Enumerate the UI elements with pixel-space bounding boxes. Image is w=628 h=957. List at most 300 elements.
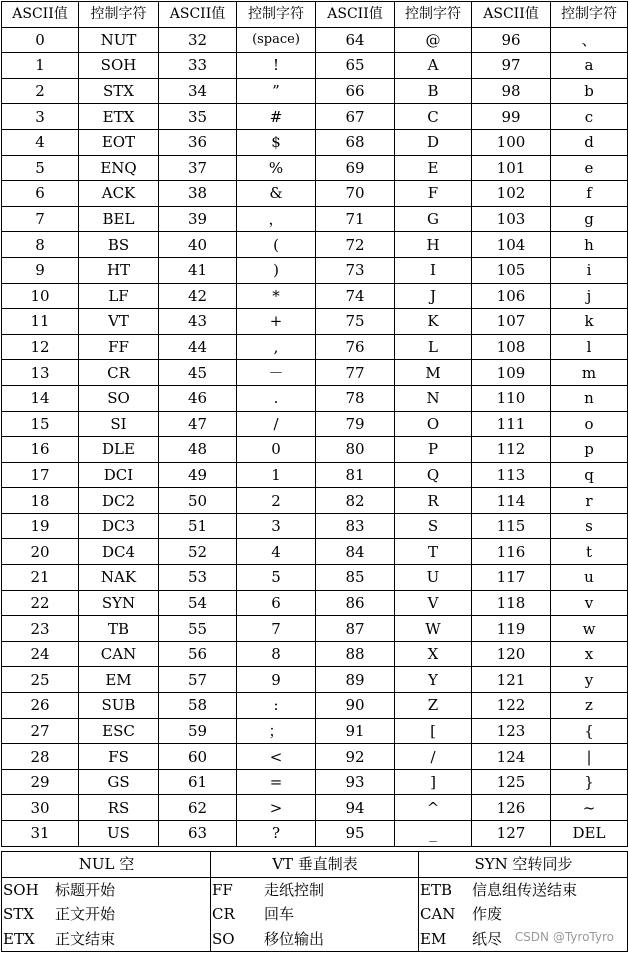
control-char-cell: p [551, 437, 628, 463]
header-cell: ASCII值 [159, 2, 237, 28]
ascii-value-cell: 108 [472, 334, 551, 360]
control-char-cell: ~ [551, 795, 628, 821]
ascii-value-cell: 40 [159, 232, 237, 258]
legend-desc: 回车 [264, 905, 295, 924]
control-char-cell: ) [237, 257, 316, 283]
ascii-value-cell: 91 [316, 718, 395, 744]
ascii-value-cell: 106 [472, 283, 551, 309]
ascii-value-cell: 70 [316, 181, 395, 207]
ascii-value-cell: 39 [159, 206, 237, 232]
control-char-cell: DC2 [79, 488, 159, 514]
ascii-value-cell: 68 [316, 129, 395, 155]
ascii-value-cell: 72 [316, 232, 395, 258]
control-char-cell: CR [79, 360, 159, 386]
legend-desc: 正文开始 [55, 905, 116, 924]
ascii-value-cell: 82 [316, 488, 395, 514]
control-char-cell: RS [79, 795, 159, 821]
ascii-value-cell: 86 [316, 590, 395, 616]
legend-head-cell: NUL 空 [2, 852, 211, 878]
legend-cell [419, 877, 628, 902]
table-row [2, 411, 628, 437]
legend-abbr: EM [420, 929, 447, 948]
table-body [2, 27, 628, 846]
table-row [2, 27, 628, 53]
ascii-value-cell: 69 [316, 155, 395, 181]
table-row [2, 309, 628, 335]
legend-abbr: CAN [420, 905, 456, 924]
ascii-value-cell: 60 [159, 744, 237, 770]
ascii-value-cell: 13 [2, 360, 79, 386]
ascii-value-cell: 90 [316, 693, 395, 719]
ascii-value-cell: 120 [472, 641, 551, 667]
ascii-value-cell: 37 [159, 155, 237, 181]
ascii-value-cell: 28 [2, 744, 79, 770]
control-char-cell: s [551, 513, 628, 539]
control-char-cell: EM [79, 667, 159, 693]
legend-head-cell: VT 垂直制表 [211, 852, 419, 878]
table-row [2, 385, 628, 411]
ascii-value-cell: 104 [472, 232, 551, 258]
ascii-value-cell: 115 [472, 513, 551, 539]
header-cell: 控制字符 [237, 2, 316, 28]
table-row [2, 78, 628, 104]
control-char-cell: O [395, 411, 472, 437]
control-char-cell: : [237, 693, 316, 719]
ascii-value-cell: 48 [159, 437, 237, 463]
control-char-cell: C [395, 104, 472, 130]
legend-cell [419, 902, 628, 927]
ascii-value-cell: 35 [159, 104, 237, 130]
ascii-value-cell: 14 [2, 385, 79, 411]
control-char-cell: / [395, 744, 472, 770]
control-char-cell: u [551, 565, 628, 591]
control-char-cell: V [395, 590, 472, 616]
control-char-cell: LF [79, 283, 159, 309]
legend-cell [2, 902, 211, 927]
control-char-cell: b [551, 78, 628, 104]
control-char-cell: 3 [237, 513, 316, 539]
legend-abbr: ETX [3, 929, 35, 948]
control-char-cell: FF [79, 334, 159, 360]
control-char-cell: z [551, 693, 628, 719]
ascii-value-cell: 58 [159, 693, 237, 719]
ascii-value-cell: 2 [2, 78, 79, 104]
table-row [2, 155, 628, 181]
ascii-value-cell: 119 [472, 616, 551, 642]
legend-desc: 作废 [472, 905, 503, 924]
control-char-cell: ENQ [79, 155, 159, 181]
ascii-value-cell: 44 [159, 334, 237, 360]
ascii-value-cell: 15 [2, 411, 79, 437]
table-row [2, 718, 628, 744]
ascii-value-cell: 36 [159, 129, 237, 155]
table-row [2, 334, 628, 360]
control-char-cell: o [551, 411, 628, 437]
control-char-cell: = [237, 769, 316, 795]
ascii-value-cell: 63 [159, 821, 237, 847]
ascii-value-cell: 118 [472, 590, 551, 616]
ascii-value-cell: 17 [2, 462, 79, 488]
control-char-cell: / [237, 411, 316, 437]
control-char-cell: ； [237, 718, 316, 744]
control-char-cell: a [551, 53, 628, 79]
ascii-value-cell: 7 [2, 206, 79, 232]
control-char-cell: M [395, 360, 472, 386]
table-row [2, 513, 628, 539]
ascii-value-cell: 112 [472, 437, 551, 463]
ascii-value-cell: 3 [2, 104, 79, 130]
legend-cell [2, 927, 211, 952]
ascii-value-cell: 75 [316, 309, 395, 335]
table-row [2, 360, 628, 386]
control-char-cell: 9 [237, 667, 316, 693]
header-cell: 控制字符 [79, 2, 159, 28]
ascii-value-cell: 92 [316, 744, 395, 770]
ascii-value-cell: 85 [316, 565, 395, 591]
control-char-cell: Y [395, 667, 472, 693]
ascii-value-cell: 33 [159, 53, 237, 79]
ascii-value-cell: 97 [472, 53, 551, 79]
control-char-cell: DEL [551, 821, 628, 847]
control-char-cell: E [395, 155, 472, 181]
ascii-value-cell: 114 [472, 488, 551, 514]
legend-desc: 信息组传送结束 [472, 880, 578, 899]
ascii-value-cell: 81 [316, 462, 395, 488]
control-char-cell: % [237, 155, 316, 181]
control-char-cell: Q [395, 462, 472, 488]
control-char-cell: N [395, 385, 472, 411]
control-char-cell: ACK [79, 181, 159, 207]
table-row [2, 181, 628, 207]
control-char-cell: j [551, 283, 628, 309]
table-row [2, 565, 628, 591]
ascii-value-cell: 122 [472, 693, 551, 719]
legend-abbr: STX [3, 905, 34, 924]
control-char-cell: d [551, 129, 628, 155]
control-char-cell: SYN [79, 590, 159, 616]
watermark: CSDN @TyroTyro [514, 930, 614, 944]
ascii-value-cell: 64 [316, 27, 395, 53]
table-row [2, 590, 628, 616]
ascii-value-cell: 38 [159, 181, 237, 207]
ascii-value-cell: 9 [2, 257, 79, 283]
control-char-cell: Z [395, 693, 472, 719]
ascii-value-cell: 54 [159, 590, 237, 616]
ascii-value-cell: 0 [2, 27, 79, 53]
ascii-value-cell: 57 [159, 667, 237, 693]
ascii-value-cell: 6 [2, 181, 79, 207]
control-char-cell: NUT [79, 27, 159, 53]
control-char-cell: n [551, 385, 628, 411]
ascii-value-cell: 110 [472, 385, 551, 411]
ascii-value-cell: 21 [2, 565, 79, 591]
control-char-cell: 8 [237, 641, 316, 667]
header-cell: 控制字符 [395, 2, 472, 28]
control-char-cell: U [395, 565, 472, 591]
control-char-cell: CAN [79, 641, 159, 667]
control-char-cell: ? [237, 821, 316, 847]
control-char-cell: I [395, 257, 472, 283]
control-char-cell: 1 [237, 462, 316, 488]
header-row [2, 2, 628, 28]
control-char-cell: 0 [237, 437, 316, 463]
ascii-value-cell: 87 [316, 616, 395, 642]
control-char-cell: GS [79, 769, 159, 795]
control-char-cell: | [551, 744, 628, 770]
control-char-cell: > [237, 795, 316, 821]
control-char-cell: < [237, 744, 316, 770]
ascii-value-cell: 53 [159, 565, 237, 591]
control-char-cell: ^ [395, 795, 472, 821]
control-char-cell: + [237, 309, 316, 335]
table-row [2, 539, 628, 565]
ascii-value-cell: 41 [159, 257, 237, 283]
ascii-value-cell: 20 [2, 539, 79, 565]
control-char-cell: NAK [79, 565, 159, 591]
ascii-value-cell: 88 [316, 641, 395, 667]
ascii-value-cell: 11 [2, 309, 79, 335]
ascii-value-cell: 42 [159, 283, 237, 309]
ascii-value-cell: 99 [472, 104, 551, 130]
control-char-cell: ， [237, 206, 316, 232]
control-char-cell: 4 [237, 539, 316, 565]
ascii-value-cell: 56 [159, 641, 237, 667]
ascii-value-cell: 1 [2, 53, 79, 79]
ascii-value-cell: 59 [159, 718, 237, 744]
ascii-value-cell: 89 [316, 667, 395, 693]
control-char-cell: (space) [237, 27, 316, 53]
legend-abbr: SO [212, 929, 235, 948]
control-char-cell: P [395, 437, 472, 463]
ascii-value-cell: 52 [159, 539, 237, 565]
ascii-value-cell: 79 [316, 411, 395, 437]
ascii-value-cell: 109 [472, 360, 551, 386]
control-char-cell: US [79, 821, 159, 847]
legend-desc: 移位输出 [264, 929, 325, 948]
control-char-cell: BS [79, 232, 159, 258]
ascii-value-cell: 98 [472, 78, 551, 104]
control-char-cell: W [395, 616, 472, 642]
ascii-value-cell: 61 [159, 769, 237, 795]
control-char-cell: K [395, 309, 472, 335]
legend-row [2, 877, 628, 902]
ascii-value-cell: 12 [2, 334, 79, 360]
ascii-value-cell: 29 [2, 769, 79, 795]
control-char-cell: 、 [551, 27, 628, 53]
ascii-value-cell: 74 [316, 283, 395, 309]
control-char-cell: f [551, 181, 628, 207]
table-row [2, 821, 628, 847]
control-char-cell: r [551, 488, 628, 514]
control-char-cell: v [551, 590, 628, 616]
ascii-value-cell: 47 [159, 411, 237, 437]
ascii-value-cell: 51 [159, 513, 237, 539]
ascii-value-cell: 65 [316, 53, 395, 79]
control-char-cell: L [395, 334, 472, 360]
control-char-cell: { [551, 718, 628, 744]
ascii-value-cell: 8 [2, 232, 79, 258]
ascii-value-cell: 123 [472, 718, 551, 744]
control-char-cell: ” [237, 78, 316, 104]
legend-abbr: FF [212, 880, 233, 899]
table-row [2, 437, 628, 463]
control-char-cell: SOH [79, 53, 159, 79]
control-char-cell: 5 [237, 565, 316, 591]
table-row [2, 104, 628, 130]
ascii-value-cell: 107 [472, 309, 551, 335]
control-char-cell: 6 [237, 590, 316, 616]
ascii-value-cell: 5 [2, 155, 79, 181]
ascii-value-cell: 116 [472, 539, 551, 565]
ascii-value-cell: 77 [316, 360, 395, 386]
control-char-cell: DCI [79, 462, 159, 488]
ascii-value-cell: 32 [159, 27, 237, 53]
control-char-cell: w [551, 616, 628, 642]
ascii-value-cell: 66 [316, 78, 395, 104]
control-char-cell: . [237, 385, 316, 411]
control-char-cell: DLE [79, 437, 159, 463]
control-char-cell: x [551, 641, 628, 667]
legend-abbr: SOH [3, 880, 39, 899]
control-char-cell: J [395, 283, 472, 309]
control-char-cell: [ [395, 718, 472, 744]
table-row [2, 53, 628, 79]
control-char-cell: h [551, 232, 628, 258]
table-row [2, 462, 628, 488]
ascii-value-cell: 34 [159, 78, 237, 104]
table-row [2, 129, 628, 155]
header-cell: ASCII值 [316, 2, 395, 28]
control-char-cell: @ [395, 27, 472, 53]
table-row [2, 257, 628, 283]
ascii-value-cell: 46 [159, 385, 237, 411]
ascii-value-cell: 103 [472, 206, 551, 232]
legend-cell [211, 902, 419, 927]
ascii-value-cell: 76 [316, 334, 395, 360]
ascii-value-cell: 19 [2, 513, 79, 539]
legend-desc: 正文结束 [55, 929, 116, 948]
ascii-value-cell: 55 [159, 616, 237, 642]
ascii-value-cell: 10 [2, 283, 79, 309]
control-char-cell: g [551, 206, 628, 232]
ascii-value-cell: 96 [472, 27, 551, 53]
ascii-value-cell: 127 [472, 821, 551, 847]
control-char-cell: e [551, 155, 628, 181]
control-char-cell: D [395, 129, 472, 155]
ascii-value-cell: 102 [472, 181, 551, 207]
table-row [2, 616, 628, 642]
legend-cell [211, 927, 419, 952]
control-char-cell: G [395, 206, 472, 232]
control-char-cell: * [237, 283, 316, 309]
table-row [2, 283, 628, 309]
control-char-cell: TB [79, 616, 159, 642]
ascii-value-cell: 45 [159, 360, 237, 386]
ascii-value-cell: 18 [2, 488, 79, 514]
ascii-value-cell: 126 [472, 795, 551, 821]
control-char-cell: STX [79, 78, 159, 104]
ascii-value-cell: 31 [2, 821, 79, 847]
ascii-value-cell: 101 [472, 155, 551, 181]
control-char-cell: VT [79, 309, 159, 335]
ascii-value-cell: 67 [316, 104, 395, 130]
ascii-value-cell: 62 [159, 795, 237, 821]
header-cell: 控制字符 [551, 2, 628, 28]
control-char-cell: S [395, 513, 472, 539]
legend-desc: 走纸控制 [264, 880, 325, 899]
ascii-value-cell: 83 [316, 513, 395, 539]
control-char-cell: y [551, 667, 628, 693]
table-row [2, 641, 628, 667]
ascii-value-cell: 121 [472, 667, 551, 693]
ascii-value-cell: 49 [159, 462, 237, 488]
control-char-cell: F [395, 181, 472, 207]
table-row [2, 488, 628, 514]
ascii-value-cell: 124 [472, 744, 551, 770]
control-char-cell: ! [237, 53, 316, 79]
control-char-cell: ] [395, 769, 472, 795]
control-char-cell: _ [395, 821, 472, 847]
table-row [2, 795, 628, 821]
table-row [2, 744, 628, 770]
ascii-value-cell: 27 [2, 718, 79, 744]
ascii-value-cell: 24 [2, 641, 79, 667]
control-char-cell: ( [237, 232, 316, 258]
ascii-value-cell: 50 [159, 488, 237, 514]
ascii-value-cell: 22 [2, 590, 79, 616]
control-char-cell: SO [79, 385, 159, 411]
legend-abbr: CR [212, 905, 235, 924]
table-row [2, 206, 628, 232]
control-char-cell: SI [79, 411, 159, 437]
control-char-cell: SUB [79, 693, 159, 719]
control-char-cell: HT [79, 257, 159, 283]
control-char-cell: EOT [79, 129, 159, 155]
header-cell: ASCII值 [472, 2, 551, 28]
control-char-cell: i [551, 257, 628, 283]
control-char-cell: DC3 [79, 513, 159, 539]
control-char-cell: q [551, 462, 628, 488]
control-char-cell: A [395, 53, 472, 79]
control-char-cell: H [395, 232, 472, 258]
control-char-cell: t [551, 539, 628, 565]
ascii-value-cell: 4 [2, 129, 79, 155]
control-char-cell: FS [79, 744, 159, 770]
ascii-value-cell: 78 [316, 385, 395, 411]
ascii-value-cell: 105 [472, 257, 551, 283]
legend-cell [2, 877, 211, 902]
control-char-cell: B [395, 78, 472, 104]
ascii-value-cell: 100 [472, 129, 551, 155]
legend-desc: 标题开始 [55, 880, 116, 899]
legend-cell [211, 877, 419, 902]
header-cell: ASCII值 [2, 2, 79, 28]
control-char-cell: } [551, 769, 628, 795]
control-char-cell: DC4 [79, 539, 159, 565]
legend-head-cell: SYN 空转同步 [419, 852, 628, 878]
control-char-cell: 7 [237, 616, 316, 642]
legend-row [2, 902, 628, 927]
control-char-cell: # [237, 104, 316, 130]
ascii-value-cell: 23 [2, 616, 79, 642]
ascii-table [1, 1, 628, 847]
ascii-value-cell: 25 [2, 667, 79, 693]
ascii-value-cell: 30 [2, 795, 79, 821]
ascii-value-cell: 111 [472, 411, 551, 437]
control-char-cell: , [237, 334, 316, 360]
ascii-value-cell: 80 [316, 437, 395, 463]
legend-abbr: ETB [420, 880, 452, 899]
